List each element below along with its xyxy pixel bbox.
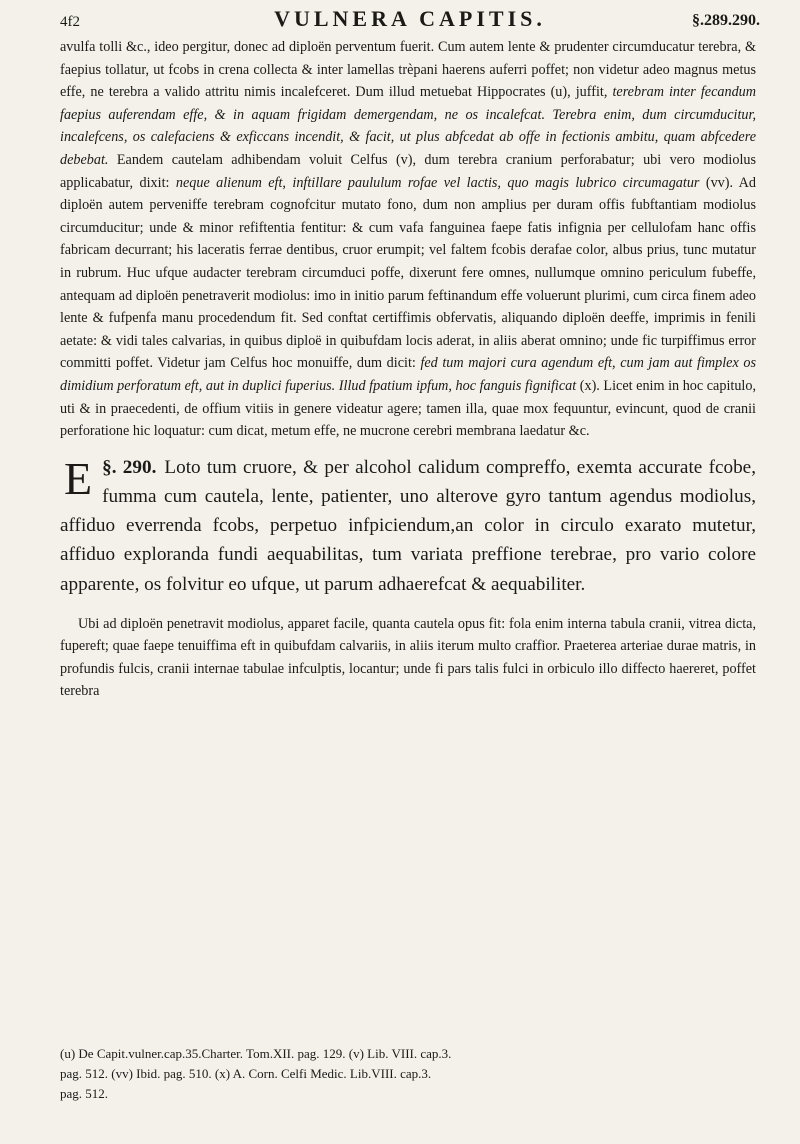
text-run: avulfa tolli &c., ideo pergitur, donec ad diploën perventum fuerit. Cum autem lente & prudenter circumducatur terebra, & faepius tollatur, ut fcobs in crena collecta & inter lamellas trèpani haerens auferri poffet; non videtur adeo magnus metus effe, ne terebra a valido attritu nimis incalefceret. Dum illud metuebat Hippocrates (u), juffit, xyxy=(60,39,756,101)
italic-quote: terebram inter fecandum faepius auferendam effe, & in aquam frigidam demergendam, ne os incalefcat. Terebra enim, dum circumducitur, incalefcens, os calefaciens & exficcans incendit, & facit, ut plus abfcedat ab offe in fectionis ambitu, quam abfcedere debebat. xyxy=(60,84,757,168)
paragraph-289-continuation xyxy=(60,36,756,443)
footnotes xyxy=(60,1044,756,1104)
italic-quote: neque alienum eft, inftillare paululum rofae vel lactis, quo magis lubrico circumagatur xyxy=(175,174,700,191)
footnote-line: pag. 512. (vv) Ibid. pag. 510. (x) A. Corn. Celfi Medic. Lib.VIII. cap.3. xyxy=(60,1066,432,1081)
footnote-line: pag. 512. xyxy=(60,1086,109,1101)
text-run: (vv). Ad diploën autem perveniffe terebram cognofcitur mutato fono, dum non amplius per duram offis fubftantiam modiolus circumducitur; unde & minor refiftentia fentitur: & cum vafa fanguinea faepe fatis infignia per cellulofam hanc offis fabricam decurrant; his laceratis ferrae dentibus, cruor erumpit; vel faltem fcobis derafae color, albus prius, tunc mutatur in rubrum. Huc ufque audacter terebram circumduci poffe, dixerunt fere omnes, nullumque omnino periculum fubeffe, antequam ad diploën penetraverit modiolus: imo in initio parum feftinandum effe voluerunt plurimi, cum circa finem adeo lente & fufpenfa manu procedendum fit. Sed conftat certiffimis obfervatis, aliquando diploën deeffe, imprimis in fenili aetate: & vidi tales calvarias, in quibus diploë in quibufdam locis aderat, in aliis aberat omnino; unde fic turpiffimus error committi poffet. Videtur jam Celfus hoc monuiffe, dum dicit: xyxy=(60,174,756,372)
footnote-line: (u) De Capit.vulner.cap.35.Charter. Tom.XII. pag. 129. (v) Lib. VIII. cap.3. xyxy=(60,1046,452,1061)
running-header xyxy=(60,2,760,36)
commentary-paragraph: Ubi ad diploën penetravit modiolus, apparet facile, quanta cautela opus fit: fola enim interna tabula cranii, vitrea dicta, fupereft; quae faepe tenuiffima eft in quibufdam calvariis, in aliis iterum multo craffior. Praeterea arteriae durae matris, in profundis fulcis, cranii internae tabulae infculptis, locantur; unde fi pars talis fulci in orbiculo illo diffecto haereret, poffet terebra xyxy=(60,615,756,700)
text-run: (x). Licet enim in hoc capitulo, uti & in praecedenti, de offium vitiis in genere videatur agere; tamen illa, quae mox fequuntur, evincunt, quod de cranii perforatione hic loquatur: cum dicat, metum effe, ne mucrone cerebri membrana laedatur &c. xyxy=(60,377,756,440)
italic-quote: fed tum majori cura agendum eft, cum jam aut fimplex os dimidium perforatum eft, aut in duplici fuperius. Illud fpatium ipfum, hoc fanguis fignificat xyxy=(60,355,756,394)
running-title: VULNERA CAPITIS. xyxy=(274,6,546,31)
section-number: §. 290. xyxy=(102,456,157,478)
text-run: Eandem cautelam adhibendam voluit Celfus (v), dum terebra cranium perforabatur; ubi vero modiolus applicabatur, dixit: xyxy=(60,151,756,191)
main-text xyxy=(60,36,756,703)
aphorism-290 xyxy=(60,453,756,599)
aphorism-text: Loto tum cruore, & per alcohol calidum compreffo, exemta accurate fcobe, fumma cum cautela, lente, patienter, uno alterove gyro tantum agendus modiolus, affiduo everrenda fcobs, perpetuo infpiciendum,an color in circulo exarato mutetur, affiduo exploranda fundi aequabilitas, tum variata preffione terebrae, pro vario colore apparente, os folvitur eo ufque, ut parum adhaerefcat & aequabiliter. xyxy=(60,456,756,595)
section-range: §.289.290. xyxy=(692,12,760,29)
drop-cap: E xyxy=(64,452,93,504)
page-number: 4f2 xyxy=(60,14,80,30)
